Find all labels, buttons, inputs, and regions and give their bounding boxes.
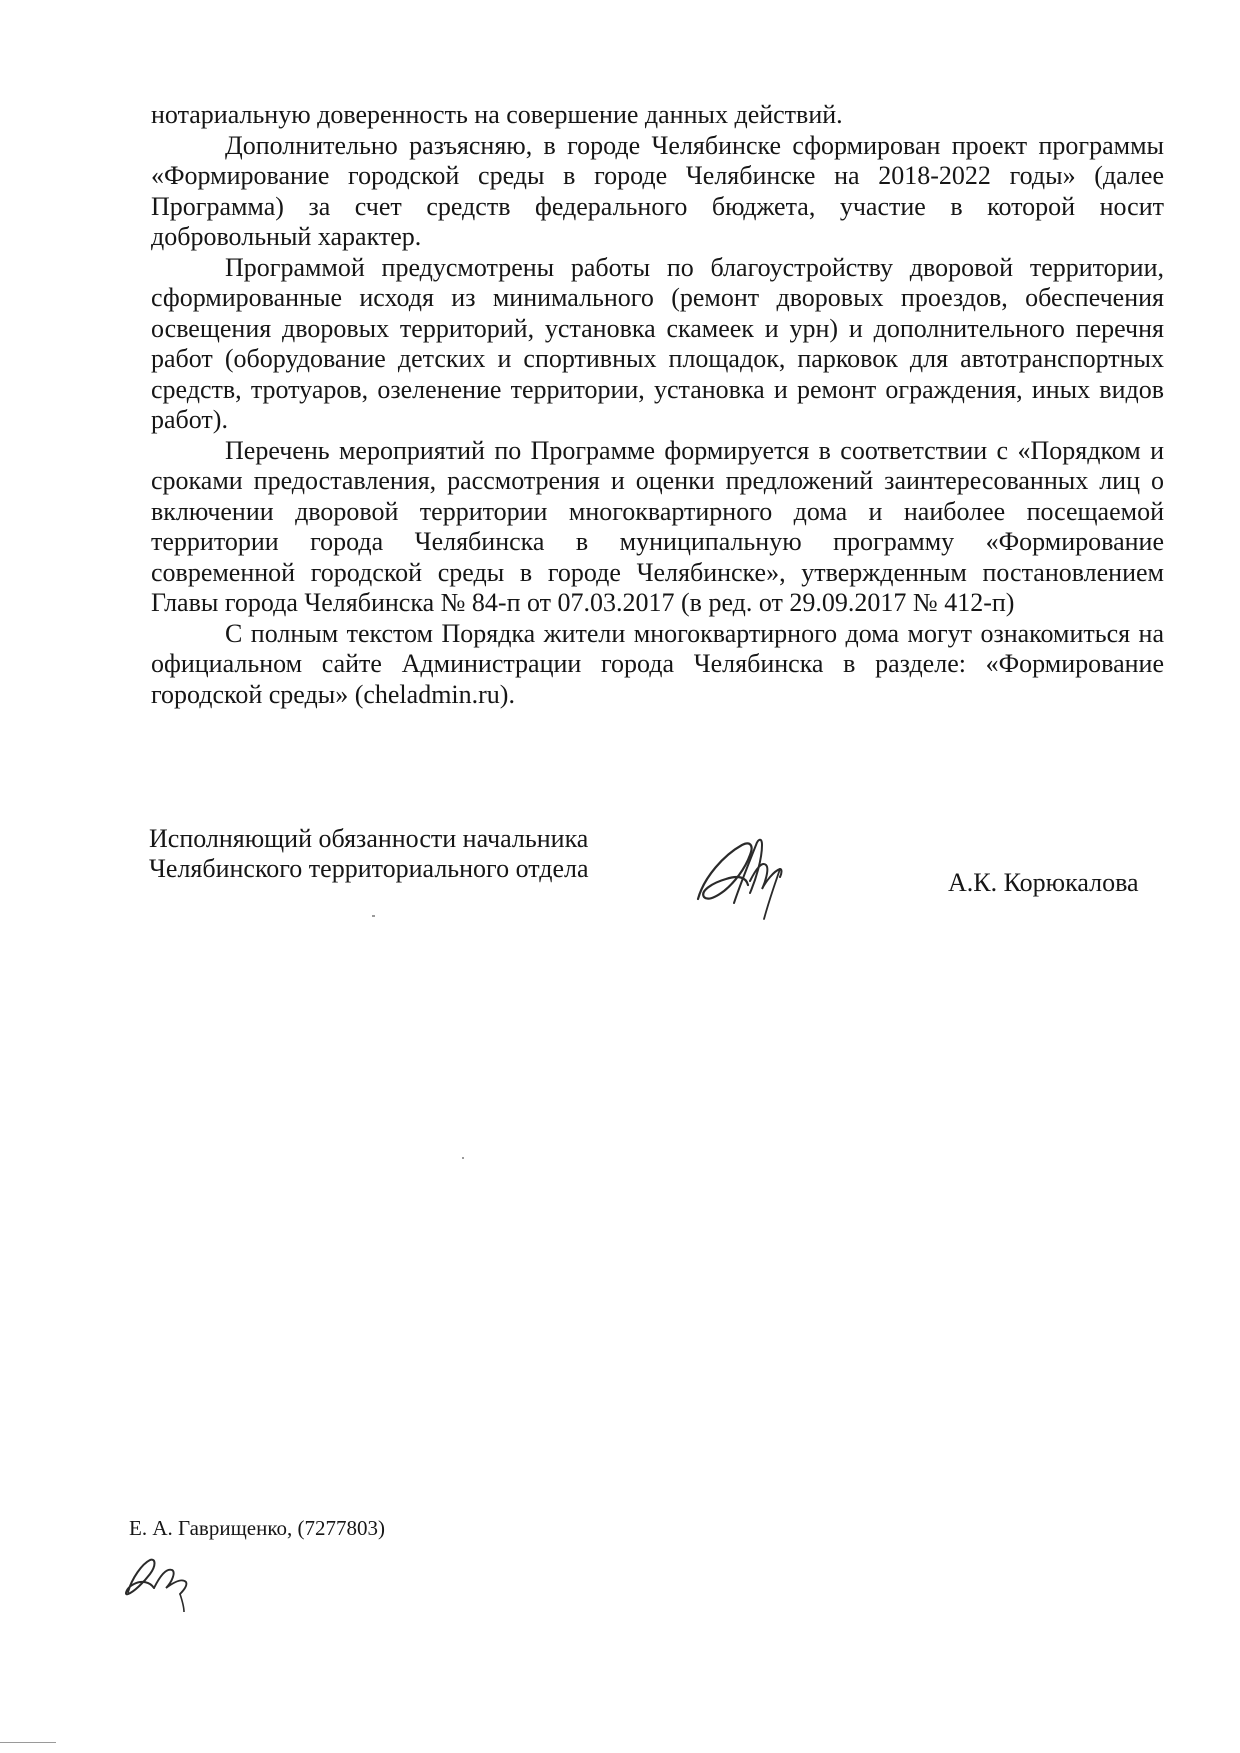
paragraph-measures-order: Перечень мероприятий по Программе формируется в соответствии с «Порядком и сроками предоставления, рассмотрения и оценки предложений заинтересованных лиц о включении дворовой территории многоквартирного дома и наиболее посещаемой территории города Челябинска в муниципальную программу «Формирование современной городской среды в городе Челябинске», утвержденным постановлением Главы города Челябинска № 84-п от 07.03.2017 (в ред. от 29.09.2017 № 412-п) — [151, 435, 1164, 617]
letter-body — [151, 100, 1164, 710]
signatory-name: А.К. Корюкалова — [948, 868, 1139, 897]
signatory-title-line-2: Челябинского территориального отдела — [149, 854, 589, 883]
paragraph-works-list: Программой предусмотрены работы по благоустройству дворовой территории, сформированные исходя из минимального (ремонт дворовых проездов, обеспечения освещения дворовых территорий, установка скамеек и урн) и дополнительного перечня работ (оборудование детских и спортивных площадок, парковок для автотранспортных средств, тротуаров, озеленение территории, установка и ремонт ограждения, иных видов работ). — [151, 252, 1164, 434]
paragraph-official-site: С полным текстом Порядка жители многоквартирного дома могут ознакомиться на официальном сайте Администрации города Челябинска в разделе: «Формирование городской среды» (cheladmin.ru). — [151, 618, 1164, 709]
scan-speck — [0, 1742, 56, 1743]
scan-speck — [462, 1157, 464, 1159]
signatory-title — [149, 824, 669, 884]
paragraph-program-project: Дополнительно разъясняю, в городе Челябинске сформирован проект программы «Формирование городской среды в городе Челябинске на 2018-2022 годы» (далее Программа) за счет средств федерального бюджета, участие в которой носит добровольный характер. — [151, 130, 1164, 251]
paragraph-continuation: нотариальную доверенность на совершение данных действий. — [151, 100, 843, 129]
handwritten-signature-icon — [690, 825, 800, 925]
scan-speck — [372, 915, 375, 917]
executor-line: Е. А. Гаврищенко, (7277803) — [129, 1516, 385, 1540]
handwritten-initials-icon — [118, 1542, 208, 1612]
signatory-title-line-1: Исполняющий обязанности начальника — [149, 824, 589, 853]
